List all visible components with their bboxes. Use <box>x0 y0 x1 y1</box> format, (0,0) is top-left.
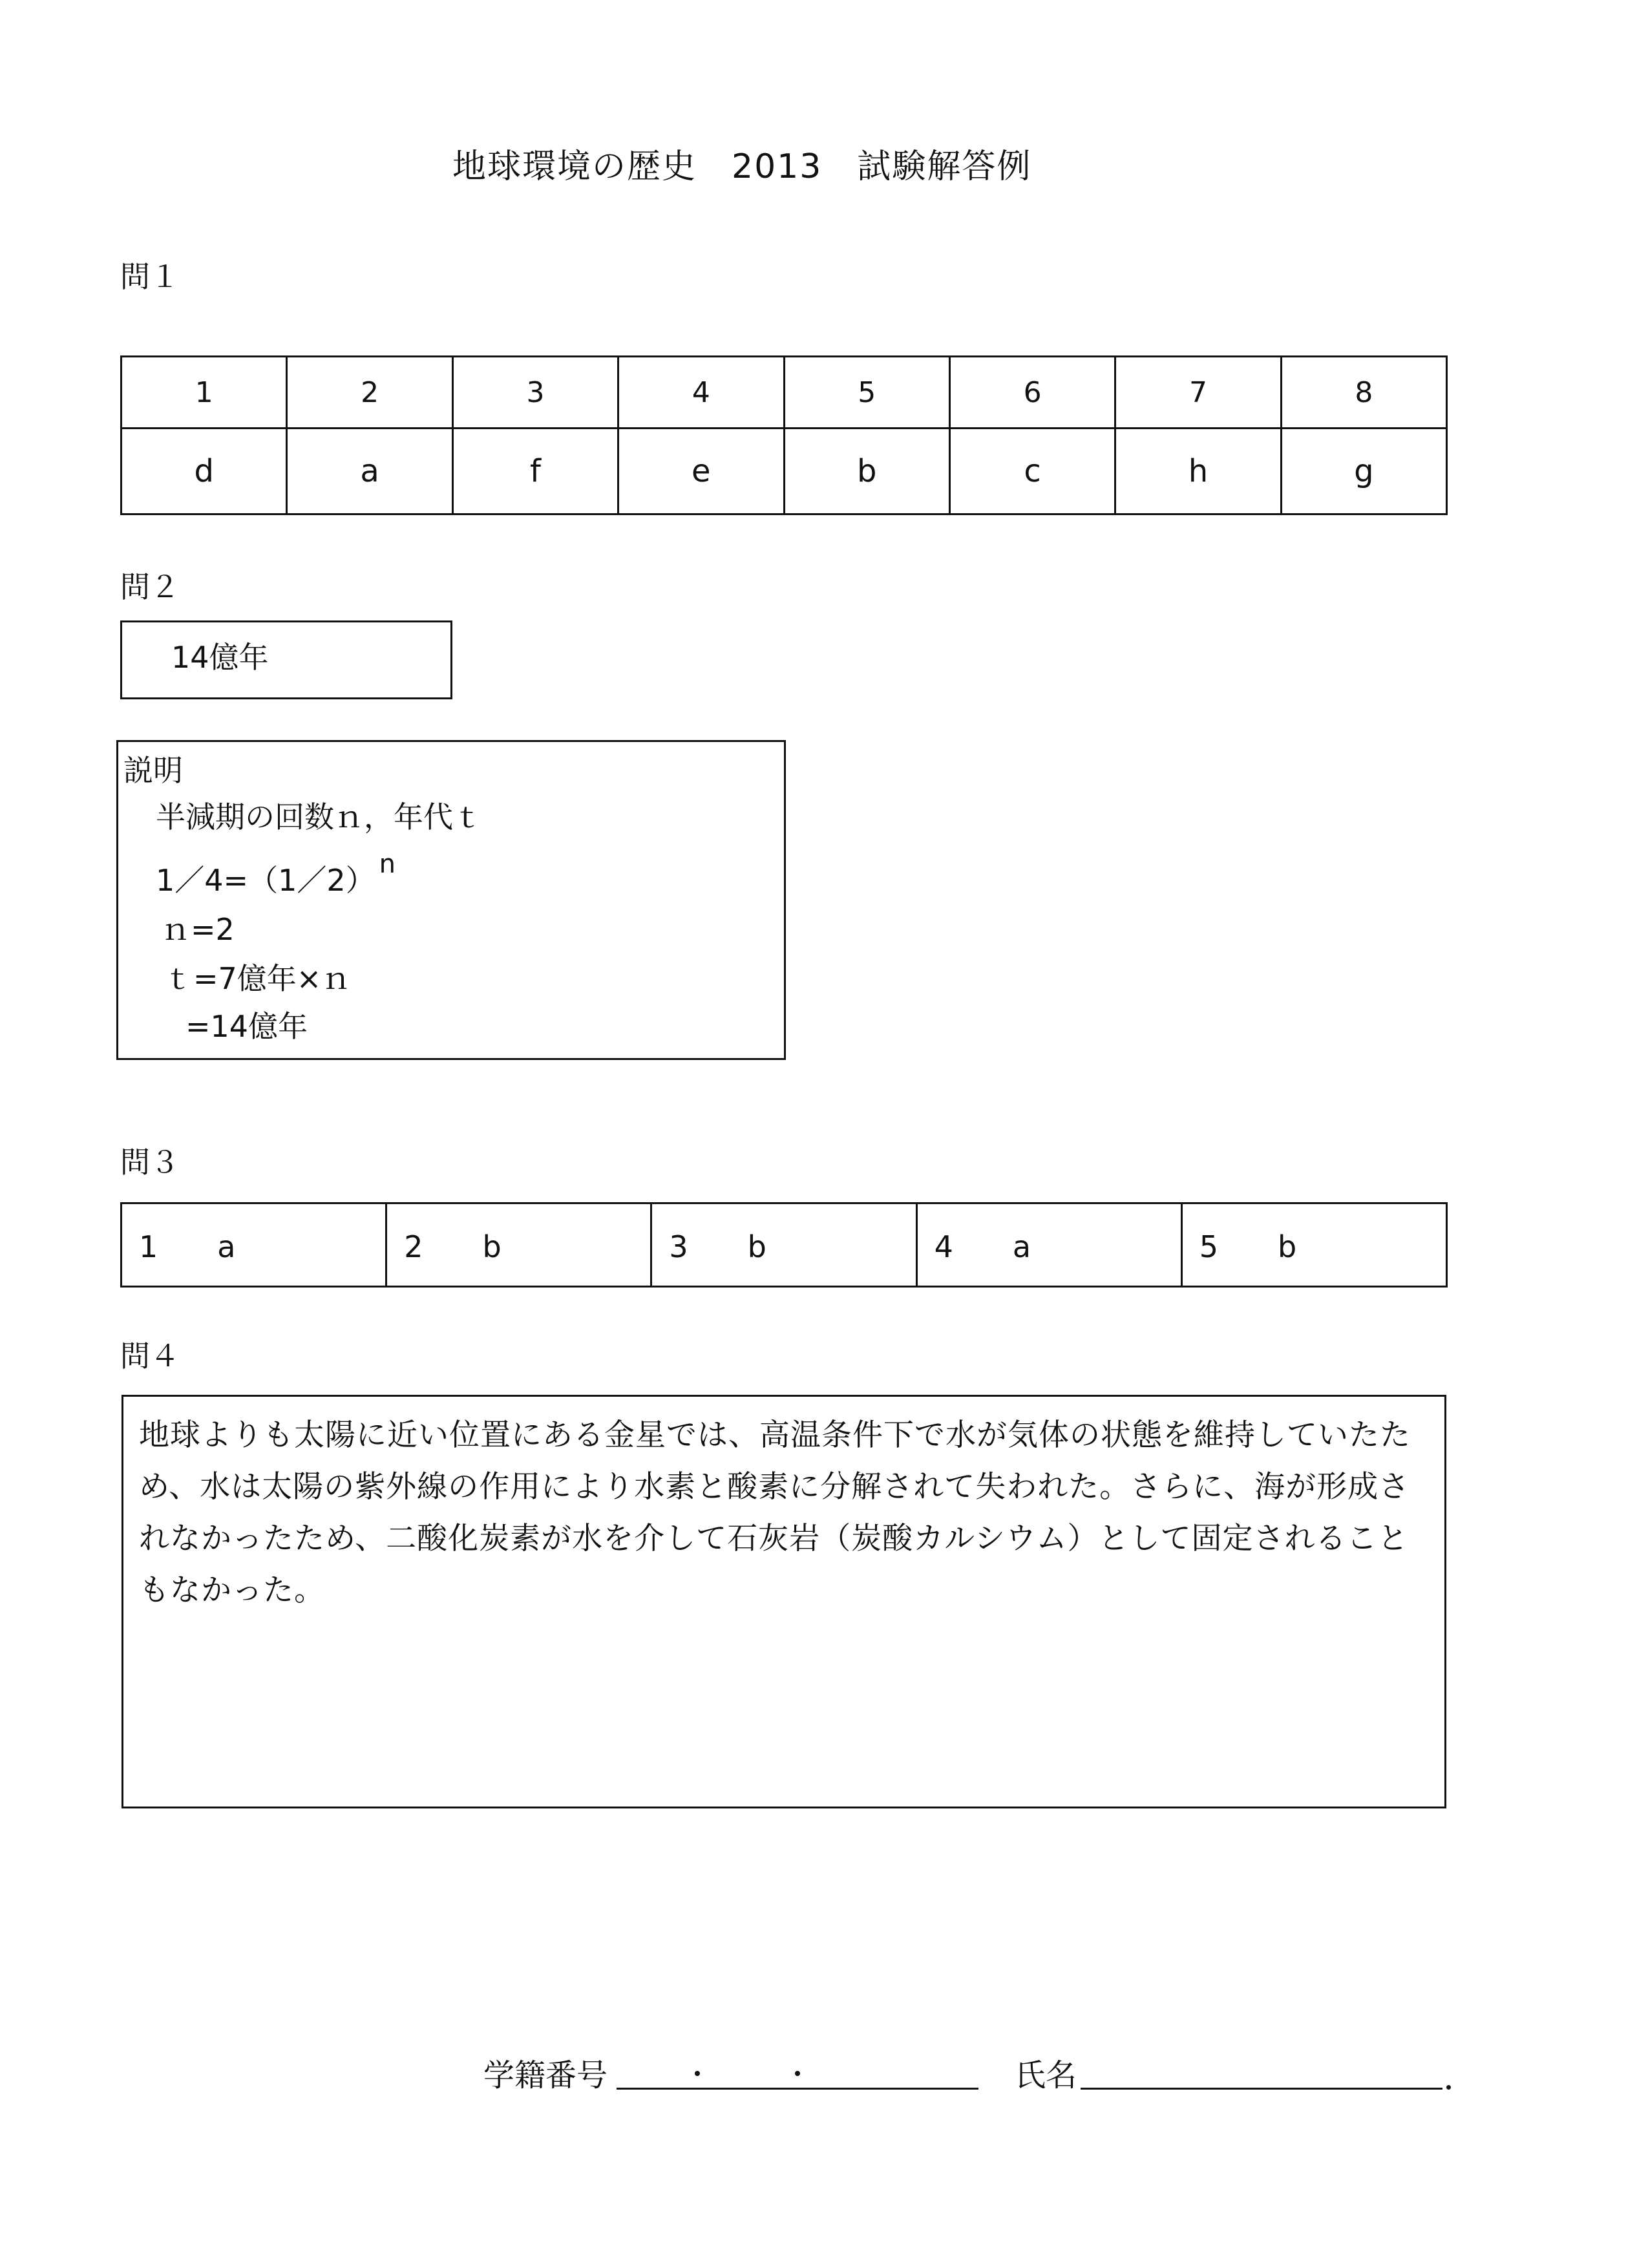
q3-cell: 1 a <box>121 1203 386 1287</box>
question-3-label: 問３ <box>120 1145 180 1180</box>
q3-cell: 4 a <box>916 1203 1181 1287</box>
q3-cell: 5 b <box>1181 1203 1446 1287</box>
page-title: 地球環境の歴史 2013 試験解答例 <box>452 147 1032 186</box>
explanation-box <box>116 740 786 1060</box>
q1-header-cell: 8 <box>1281 357 1446 429</box>
separator-dot <box>695 2071 700 2076</box>
separator-dot <box>795 2071 800 2076</box>
question-4-label: 問４ <box>120 1339 180 1373</box>
explanation-line: =14億年 <box>185 1009 308 1044</box>
q1-header-cell: 6 <box>949 357 1115 429</box>
question-1-answer-row <box>121 429 1447 514</box>
q3-cell: 3 b <box>651 1203 916 1287</box>
question-2-label: 問２ <box>120 569 180 604</box>
q1-header-cell: 3 <box>452 357 618 429</box>
explanation-line: ｎ=2 <box>161 912 235 947</box>
question-3-row <box>121 1203 1447 1287</box>
q1-header-cell: 5 <box>784 357 949 429</box>
question-4-answer: 地球よりも太陽に近い位置にある金星では、高温条件下で水が気体の状態を維持していたため、水は太陽の紫外線の作用により水素と酸素に分解されて失われた。さらに、海が形成されなかったため、二酸化炭素が水を介して石灰岩（炭酸カルシウム）として固定されることもなかった。 <box>139 1417 1411 1608</box>
q1-header-cell: 1 <box>121 357 287 429</box>
explanation-line <box>156 849 396 900</box>
equation-text: 1／4=（1／2） <box>156 863 375 898</box>
q1-header-cell: 7 <box>1115 357 1281 429</box>
q1-header-cell: 2 <box>287 357 452 429</box>
q1-answer-cell: c <box>949 429 1115 514</box>
question-1-table <box>120 355 1448 515</box>
explanation-line: ｔ=7億年×ｎ <box>164 961 352 996</box>
q1-answer-cell: b <box>784 429 949 514</box>
question-3-table <box>120 1202 1448 1288</box>
question-4-answer-box <box>121 1395 1446 1808</box>
q1-answer-cell: d <box>121 429 287 514</box>
end-dot <box>1446 2085 1451 2090</box>
question-1-header-row <box>121 357 1447 429</box>
question-2-answer-box <box>120 620 452 699</box>
name-label: 氏名 <box>1015 2057 1077 2093</box>
student-id-field[interactable] <box>617 2088 978 2090</box>
q1-answer-cell: e <box>618 429 784 514</box>
q1-answer-cell: g <box>1281 429 1446 514</box>
question-1-label: 問１ <box>120 259 180 294</box>
explanation-line: 半減期の回数ｎ，年代ｔ <box>156 800 483 834</box>
question-2-answer: 14億年 <box>171 640 269 675</box>
q1-answer-cell: a <box>287 429 452 514</box>
q1-answer-cell: f <box>452 429 618 514</box>
q1-answer-cell: h <box>1115 429 1281 514</box>
name-field[interactable] <box>1081 2088 1442 2090</box>
q1-header-cell: 4 <box>618 357 784 429</box>
explanation-heading: 説明 <box>123 753 183 788</box>
q3-cell: 2 b <box>386 1203 651 1287</box>
student-id-label: 学籍番号 <box>483 2057 608 2093</box>
equation-exponent: n <box>379 849 396 879</box>
